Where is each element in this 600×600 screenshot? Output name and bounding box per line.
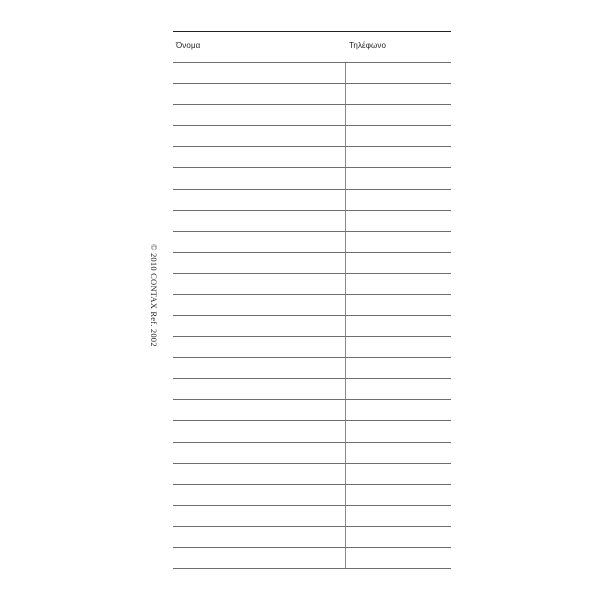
column-header-name: Όνομα: [176, 41, 201, 50]
table-row[interactable]: [173, 167, 451, 168]
table-row[interactable]: [173, 125, 451, 126]
contacts-table: [173, 31, 451, 568]
table-row[interactable]: [173, 273, 451, 274]
table-rows: [173, 62, 451, 568]
table-row[interactable]: [173, 83, 451, 84]
table-row[interactable]: [173, 420, 451, 421]
table-row[interactable]: [173, 189, 451, 190]
table-row[interactable]: [173, 547, 451, 548]
table-row[interactable]: [173, 231, 451, 232]
table-row[interactable]: [173, 484, 451, 485]
table-row[interactable]: [173, 505, 451, 506]
table-row[interactable]: [173, 399, 451, 400]
table-row[interactable]: [173, 336, 451, 337]
table-row[interactable]: [173, 294, 451, 295]
table-row[interactable]: [173, 146, 451, 147]
table-row[interactable]: [173, 252, 451, 253]
table-row[interactable]: [173, 62, 451, 63]
table-row[interactable]: [173, 442, 451, 443]
table-row[interactable]: [173, 357, 451, 358]
table-row[interactable]: [173, 315, 451, 316]
table-row[interactable]: [173, 378, 451, 379]
table-row[interactable]: [173, 104, 451, 105]
table-row[interactable]: [173, 210, 451, 211]
table-row[interactable]: [173, 463, 451, 464]
table-row[interactable]: [173, 526, 451, 527]
table-header-row: [173, 31, 451, 62]
copyright-notice: © 2010 CONTAX Ref. 2002: [149, 244, 159, 347]
table-row[interactable]: [173, 568, 451, 569]
column-header-phone: Τηλέφωνο: [349, 41, 386, 50]
